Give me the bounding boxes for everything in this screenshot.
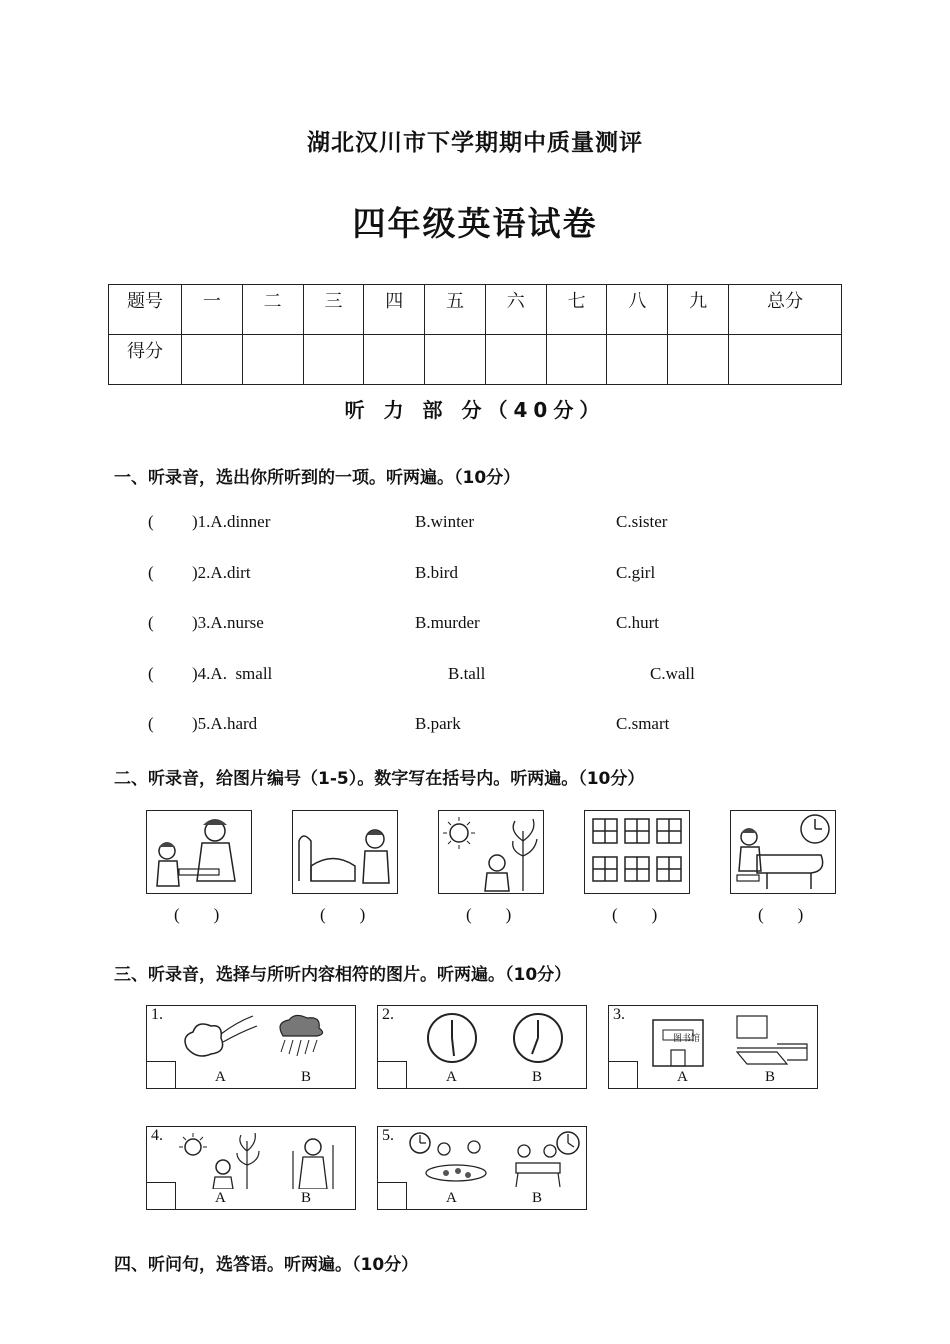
score-cell-3: 三 [303,285,364,335]
numbering-paren[interactable]: ( ) [758,905,804,924]
score-cell-2: 二 [242,285,303,335]
option-b-label: B [532,1190,543,1206]
score-table-header-row [109,285,842,335]
score-table [108,284,842,385]
option-a-label: A [215,1190,226,1206]
exam-subtitle: 湖北汉川市下学期期中质量测评 [307,130,643,156]
picture-boy-piano-clock [730,810,836,894]
option-a: )4.A. small [192,664,273,683]
score-cell-label: 题号 [109,285,182,335]
section2-heading: 二、听录音，给图片编号（1-5）。数字写在括号内。听两遍。（10分） [114,769,645,789]
score-input-cell[interactable] [668,335,729,385]
score-input-cell[interactable] [546,335,607,385]
section3-heading: 三、听录音，选择与所听内容相符的图片。听两遍。（10分） [114,965,572,985]
answer-paren[interactable]: ( [148,512,154,531]
option-b: B.bird [415,563,458,582]
picture-hot-sun [438,810,544,894]
option-a: )3.A.nurse [192,613,264,632]
score-input-cell[interactable] [303,335,364,385]
option-a-label: A [446,1069,457,1085]
choice-box-1 [146,1005,356,1089]
option-b-label: B [301,1069,312,1085]
score-cell-7: 七 [546,285,607,335]
score-cell-total: 总分 [729,285,842,335]
numbering-paren[interactable]: ( ) [320,905,366,924]
library-sign: 图书馆 [673,1034,701,1044]
option-a: )1.A.dinner [192,512,271,531]
score-input-cell[interactable] [364,335,425,385]
listening-section-header: 听 力 部 分（40分） [344,398,606,422]
numbering-paren[interactable]: ( ) [612,905,658,924]
score-input-cell[interactable] [729,335,842,385]
answer-paren[interactable]: ( [148,563,154,582]
score-row-label: 得分 [109,335,182,385]
option-c: C.hurt [616,613,659,632]
section1-heading: 一、听录音，选出你所听到的一项。听两遍。（10分） [114,468,521,488]
option-a-label: A [677,1069,688,1085]
score-cell-9: 九 [668,285,729,335]
score-input-cell[interactable] [485,335,546,385]
answer-paren[interactable]: ( [148,714,154,733]
answer-box[interactable] [378,1061,407,1088]
option-c: C.wall [650,664,695,683]
answer-paren[interactable]: ( [148,664,154,683]
option-c: C.sister [616,512,668,531]
box-number: 4. [151,1127,163,1144]
option-a: )5.A.hard [192,714,258,733]
option-c: C.girl [616,563,656,582]
box-number: 1. [151,1006,163,1023]
score-input-cell[interactable] [425,335,486,385]
answer-box[interactable] [609,1061,638,1088]
score-cell-8: 八 [607,285,668,335]
option-a-label: A [446,1190,457,1206]
picture-teacher-student [146,810,252,894]
option-a: )2.A.dirt [192,563,251,582]
option-b: B.winter [415,512,475,531]
answer-paren[interactable]: ( [148,613,154,632]
exam-title: 四年级英语试卷 [352,204,598,243]
option-b-label: B [532,1069,543,1085]
score-input-cell[interactable] [242,335,303,385]
box-number: 3. [613,1006,625,1023]
answer-box[interactable] [147,1061,176,1088]
picture-building-windows [584,810,690,894]
box-number: 5. [382,1127,394,1144]
score-input-cell[interactable] [607,335,668,385]
option-b: B.murder [415,613,480,632]
section4-heading: 四、听问句，选答语。听两遍。（10分） [114,1255,419,1275]
answer-box[interactable] [378,1182,407,1209]
numbering-paren[interactable]: ( ) [466,905,512,924]
option-b: B.tall [448,664,486,683]
option-c: C.smart [616,714,670,733]
score-cell-1: 一 [182,285,243,335]
score-cell-4: 四 [364,285,425,335]
option-a-label: A [215,1069,226,1085]
option-b-label: B [301,1190,312,1206]
choice-box-3 [608,1005,818,1089]
choice-box-2 [377,1005,587,1089]
score-input-cell[interactable] [182,335,243,385]
choice-box-5 [377,1126,587,1210]
score-cell-5: 五 [425,285,486,335]
score-cell-6: 六 [485,285,546,335]
picture-boy-in-bed [292,810,398,894]
score-table-score-row [109,335,842,385]
box-number: 2. [382,1006,394,1023]
answer-box[interactable] [147,1182,176,1209]
numbering-paren[interactable]: ( ) [174,905,220,924]
option-b-label: B [765,1069,776,1085]
choice-box-4 [146,1126,356,1210]
option-b: B.park [415,714,461,733]
